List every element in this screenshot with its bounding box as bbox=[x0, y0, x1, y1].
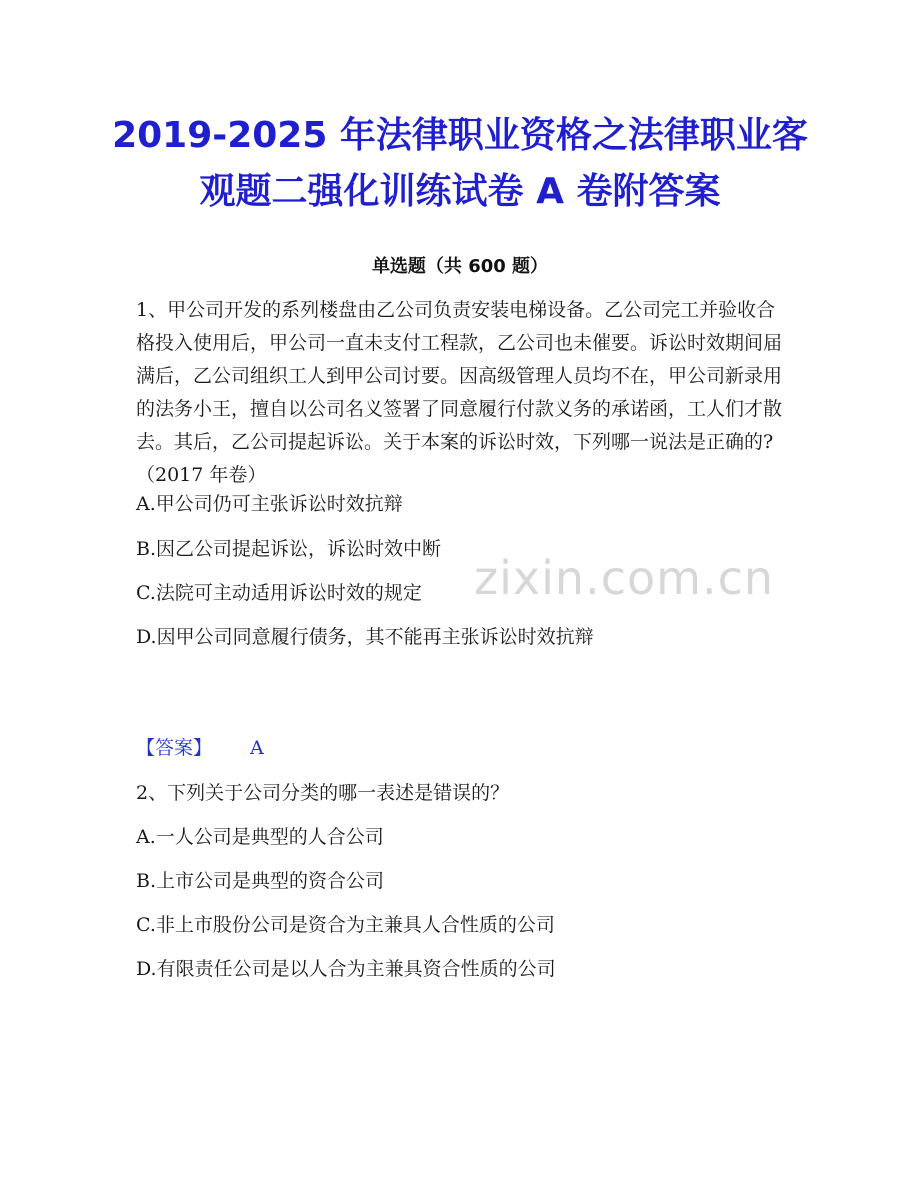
question-2-option-a: A.一人公司是典型的人合公司 bbox=[136, 826, 384, 848]
question-1-option-a: A.甲公司仍可主张诉讼时效抗辩 bbox=[136, 493, 403, 515]
question-2-option-b: B.上市公司是典型的资合公司 bbox=[136, 870, 385, 892]
question-2-option-d: D.有限责任公司是以人合为主兼具资合性质的公司 bbox=[136, 958, 556, 980]
question-2-stem: 2、下列关于公司分类的哪一表述是错误的？ bbox=[136, 782, 510, 804]
title-line-2: 观题二强化训练试卷 A 卷附答案 bbox=[199, 171, 721, 212]
title-line-1: 2019-2025 年法律职业资格之法律职业客 bbox=[112, 115, 808, 156]
question-1-answer bbox=[136, 735, 264, 761]
document-title bbox=[60, 108, 860, 220]
answer-value: A bbox=[250, 737, 264, 759]
section-heading: 单选题（共 600 题） bbox=[371, 256, 549, 277]
answer-label: 【答案】 bbox=[136, 737, 213, 759]
question-1-option-c: C.法院可主动适用诉讼时效的规定 bbox=[136, 582, 422, 604]
question-1-option-b: B.因乙公司提起诉讼，诉讼时效中断 bbox=[136, 538, 442, 560]
watermark: zixin.com.cn bbox=[474, 551, 775, 605]
question-2-option-c: C.非上市股份公司是资合为主兼具人合性质的公司 bbox=[136, 914, 555, 936]
question-1-stem: 1、甲公司开发的系列楼盘由乙公司负责安装电梯设备。乙公司完工并验收合格投入使用后，甲公司一直未支付工程款，乙公司也未催要。诉讼时效期间届满后，乙公司组织工人到甲公司讨要。因高级管理人员均不在，甲公司新录用的法务小王，擅自以公司名义签署了同意履行付款义务的承诺函，工人们才散去。其后，乙公司提起诉讼。关于本案的诉讼时效，下列哪一说法是正确的?（2017 年卷） bbox=[136, 299, 783, 486]
question-1-option-d: D.因甲公司同意履行债务，其不能再主张诉讼时效抗辩 bbox=[136, 626, 594, 648]
